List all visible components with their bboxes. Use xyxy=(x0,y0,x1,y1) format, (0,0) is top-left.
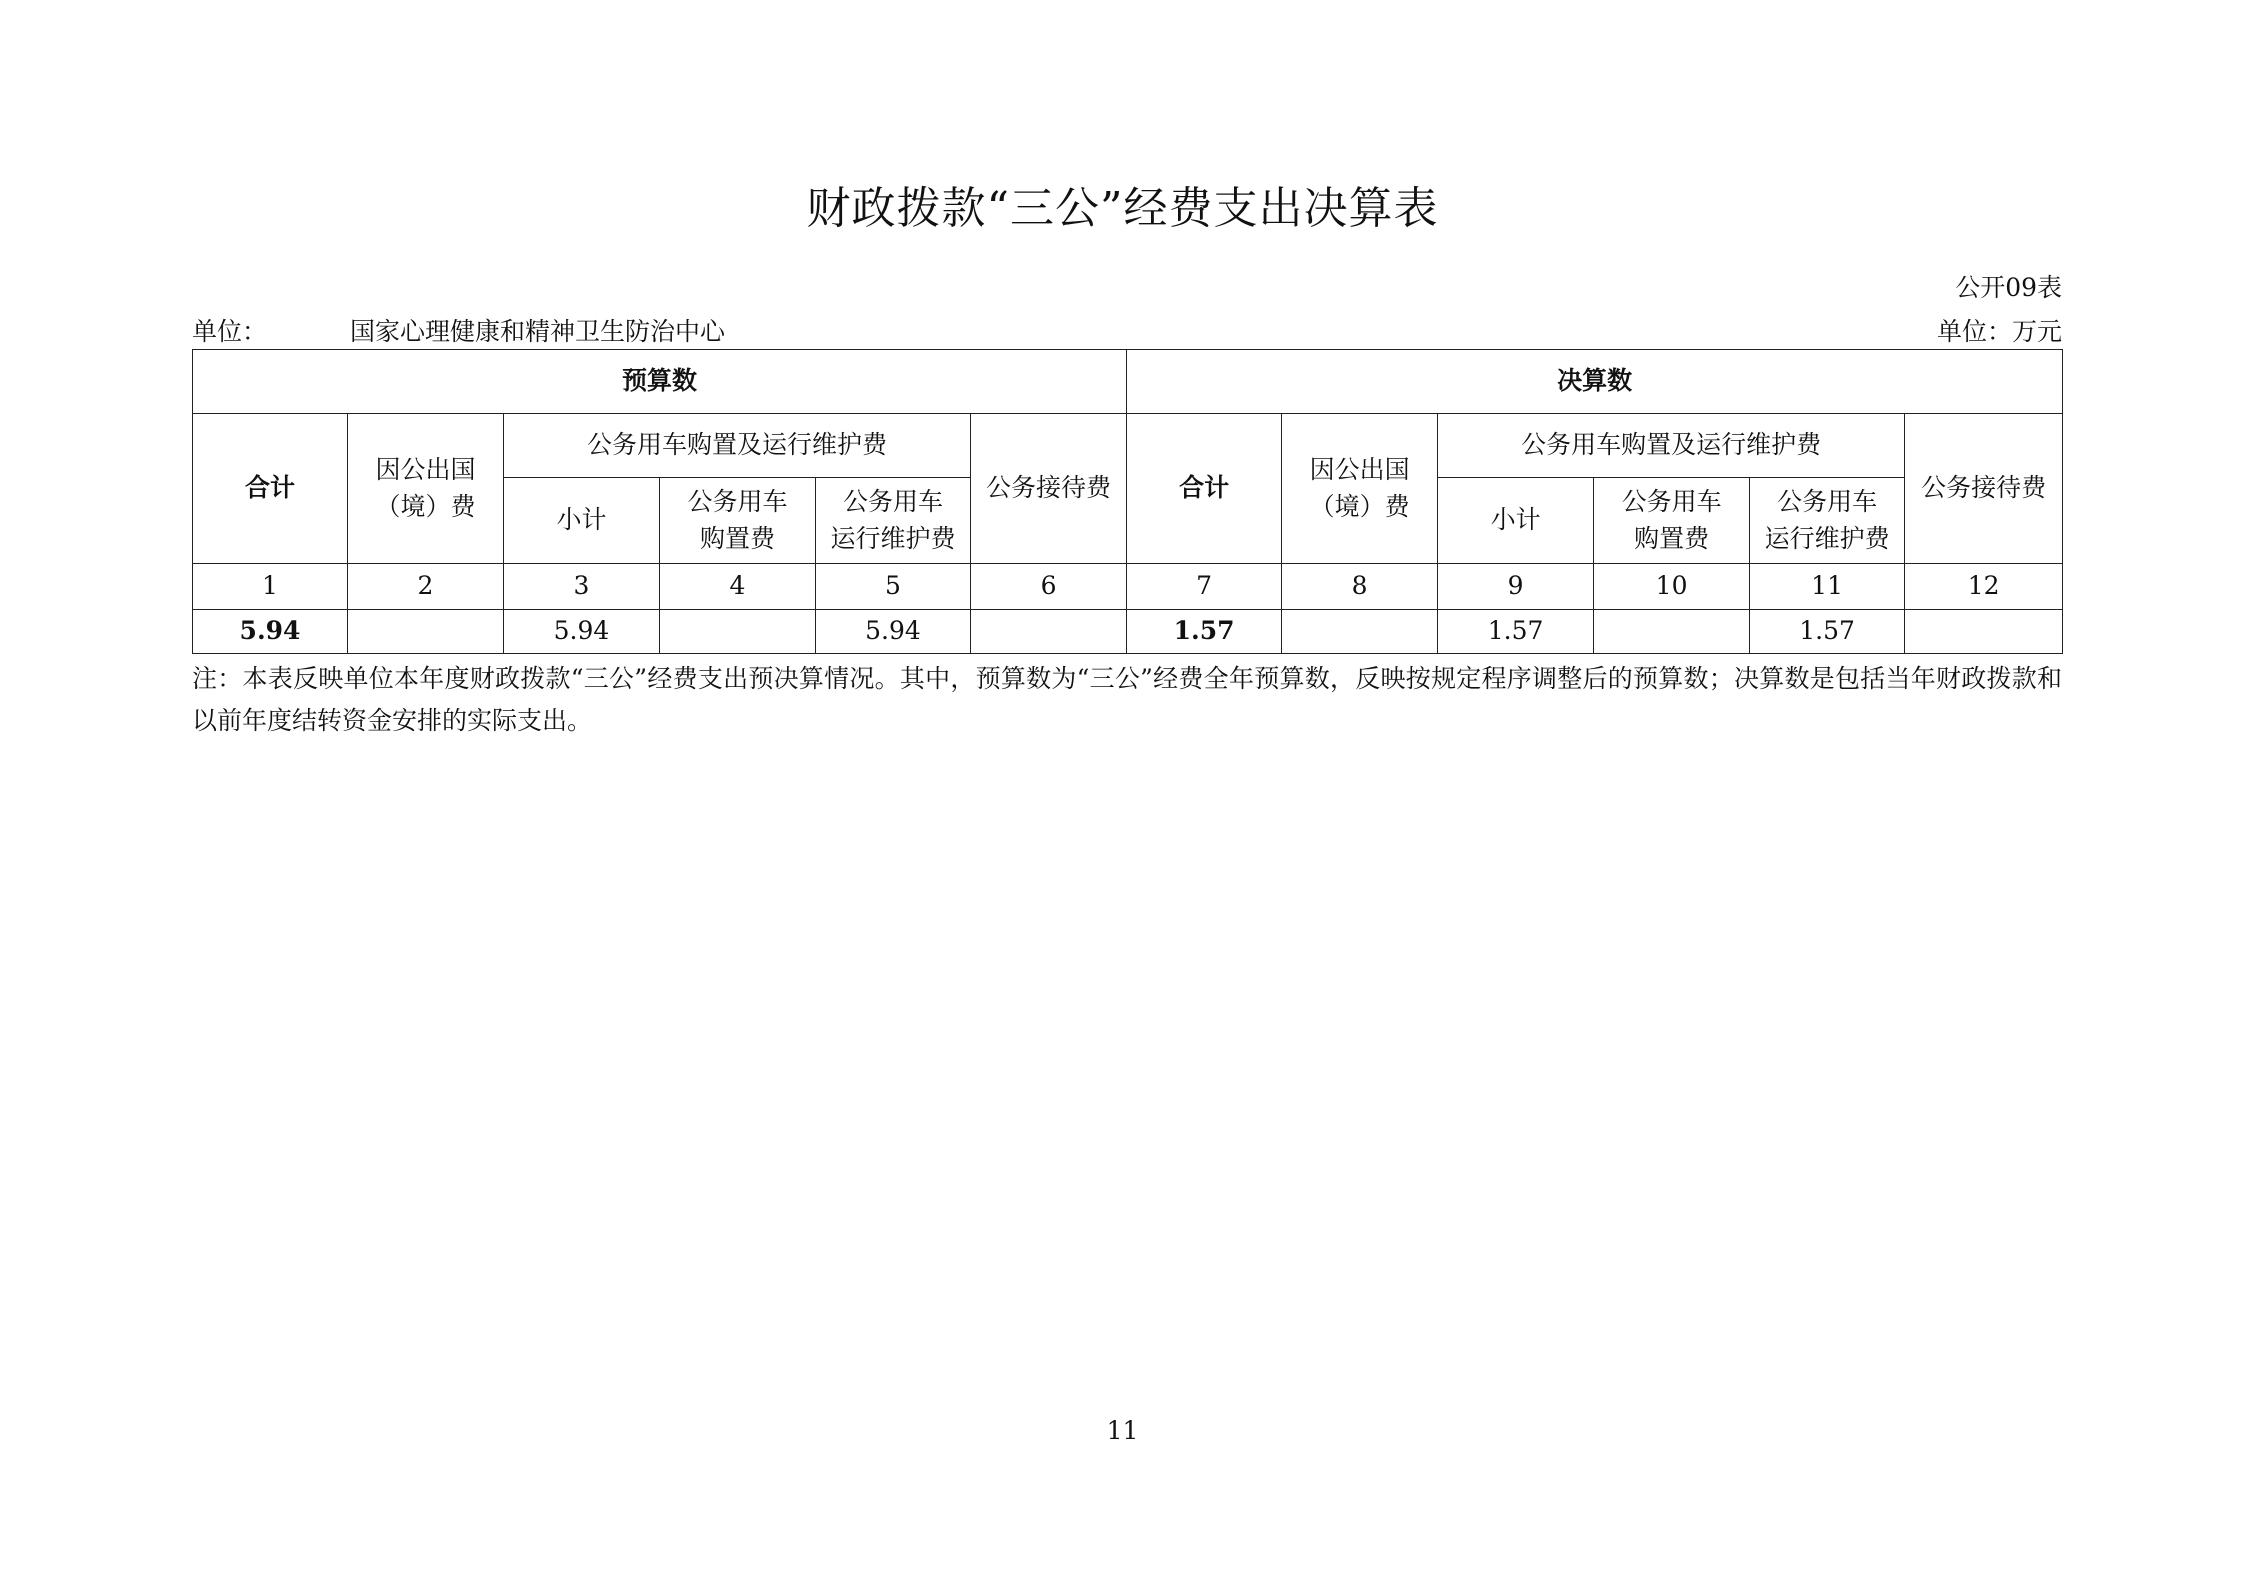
money-unit: 单位：万元 xyxy=(1936,317,2062,346)
sangong-expenditure-table xyxy=(192,349,2063,654)
index-cell: 12 xyxy=(1905,564,2063,610)
page-title: 财政拨款“三公”经费支出决算表 xyxy=(806,183,1439,234)
index-cell: 10 xyxy=(1594,564,1750,610)
table-note: 注：本表反映单位本年度财政拨款“三公”经费支出预决算情况。其中，预算数为“三公”经费全年预算数，反映按规定程序调整后的预算数；决算数是包括当年财政拨款和以前年度结转资金安排的实际支出。 xyxy=(192,664,2062,735)
column-header-row xyxy=(193,414,2063,478)
index-cell: 2 xyxy=(348,564,504,610)
final-vehicle-operation-value: 1.57 xyxy=(1750,610,1905,654)
budget-total-header: 合计 xyxy=(193,414,348,564)
group-final-header: 决算数 xyxy=(1127,350,2063,414)
budget-purchase-text: 公务用车购置费 xyxy=(687,487,788,553)
index-cell: 4 xyxy=(660,564,816,610)
final-total-header: 合计 xyxy=(1127,414,1282,564)
budget-purchase-header xyxy=(660,478,816,564)
budget-total-value: 5.94 xyxy=(193,610,348,654)
budget-vehicle-purchase-value xyxy=(660,610,816,654)
budget-reception-header: 公务接待费 xyxy=(971,414,1127,564)
final-operation-header xyxy=(1750,478,1905,564)
budget-subtotal-header: 小计 xyxy=(504,478,660,564)
index-cell: 1 xyxy=(193,564,348,610)
final-abroad-value xyxy=(1282,610,1438,654)
data-row xyxy=(193,610,2063,654)
index-cell: 5 xyxy=(816,564,971,610)
index-cell: 6 xyxy=(971,564,1127,610)
page-number: 11 xyxy=(1106,1416,1139,1445)
final-vehicle-subtotal-value: 1.57 xyxy=(1438,610,1594,654)
final-purchase-header xyxy=(1594,478,1750,564)
final-operation-line1: 公务用车 xyxy=(1777,487,1878,517)
group-budget-header: 预算数 xyxy=(193,350,1127,414)
final-purchase-text: 公务用车购置费 xyxy=(1621,487,1722,553)
final-abroad-text: 因公出国（境）费 xyxy=(1309,455,1410,521)
final-reception-value xyxy=(1905,610,2063,654)
budget-vehicle-subtotal-value: 5.94 xyxy=(504,610,660,654)
budget-abroad-text: 因公出国（境）费 xyxy=(375,455,476,521)
form-number: 公开09表 xyxy=(1955,273,2062,302)
final-vehicle-header: 公务用车购置及运行维护费 xyxy=(1438,414,1905,478)
index-cell: 9 xyxy=(1438,564,1594,610)
final-subtotal-header: 小计 xyxy=(1438,478,1594,564)
index-cell: 7 xyxy=(1127,564,1282,610)
final-vehicle-purchase-value xyxy=(1594,610,1750,654)
index-cell: 8 xyxy=(1282,564,1438,610)
budget-operation-line1: 公务用车 xyxy=(842,487,943,517)
index-cell: 3 xyxy=(504,564,660,610)
budget-abroad-value xyxy=(348,610,504,654)
group-header-row xyxy=(193,350,2063,414)
final-operation-line2: 运行维护费 xyxy=(1764,523,1890,553)
index-cell: 11 xyxy=(1750,564,1905,610)
unit-name: 国家心理健康和精神卫生防治中心 xyxy=(350,317,726,346)
budget-reception-value xyxy=(971,610,1127,654)
budget-vehicle-operation-value: 5.94 xyxy=(816,610,971,654)
final-reception-header: 公务接待费 xyxy=(1905,414,2063,564)
budget-vehicle-header: 公务用车购置及运行维护费 xyxy=(504,414,971,478)
budget-abroad-header xyxy=(348,414,504,564)
index-row xyxy=(193,564,2063,610)
final-abroad-header xyxy=(1282,414,1438,564)
unit-row xyxy=(192,312,2062,346)
budget-operation-line2: 运行维护费 xyxy=(830,523,956,553)
budget-operation-header xyxy=(816,478,971,564)
unit-label: 单位： xyxy=(192,317,268,346)
final-total-value: 1.57 xyxy=(1127,610,1282,654)
